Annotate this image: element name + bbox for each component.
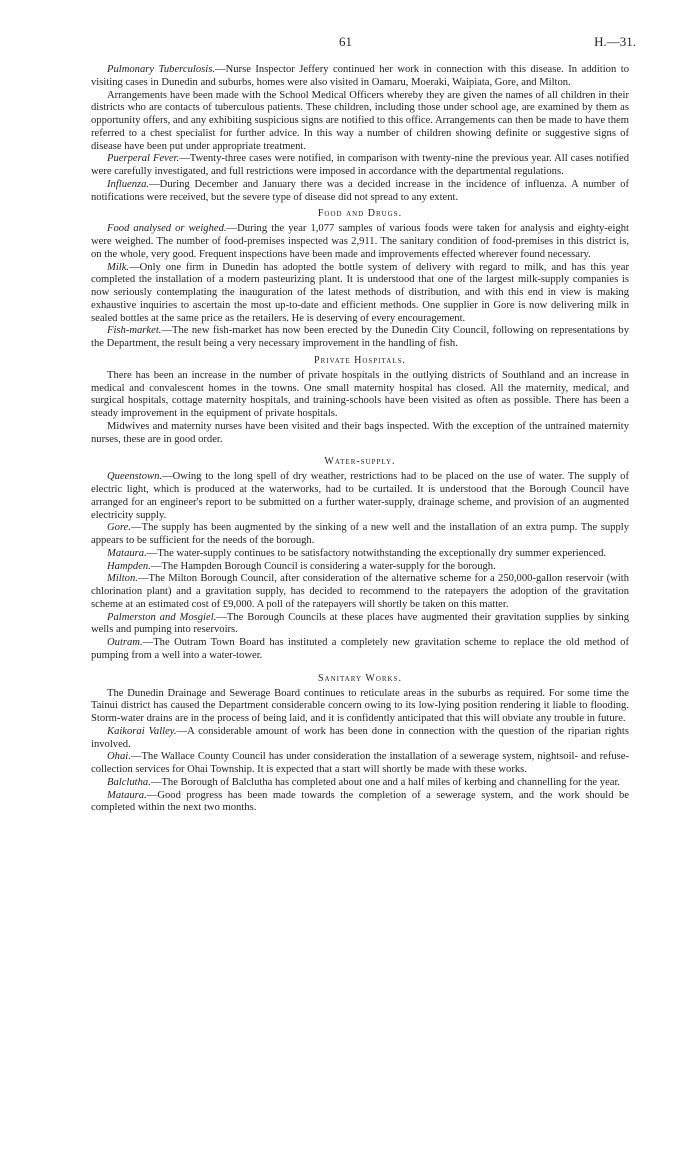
paragraph-text: —The Milton Borough Council, after consideration of the alternative scheme for a 250,000-gallon reservoir (with chlorination plant) and a gravitation supply, has decided to recommend to the ratepayers the adoption of the gravitation scheme at an estimated cost of £9,000. A poll of the ratepayers will shortly be taken on this matter.: [91, 573, 629, 610]
paragraph-text: —A considerable amount of work has been done in connection with the question of the riparian rights involved.: [91, 725, 630, 750]
paragraph-text: —The Hampden Borough Council is considering a water-supply for the borough.: [150, 560, 496, 572]
paragraph-text: Midwives and maternity nurses have been visited and their bags inspected. With the exception of the untrained maternity nurses, these are in good order.: [91, 420, 629, 445]
section-heading: Food and Drugs.: [317, 208, 403, 220]
paragraph: [91, 64, 629, 90]
paragraph-text: Arrangements have been made with the School Medical Officers whereby they are given the names of all children in their districts who are contacts of tuberculous patients. These children, including those under school age, are examined by them as opportunity offers, and any exhibiting suspicious signs are notified to this office. Arrangements can then be made to have them referred to a chest specialist for further advice. In this way a number of children showing definite or suggestive signs of disease have been put under appropriate treatment.: [91, 89, 629, 152]
paragraph: [91, 179, 629, 205]
page-body: [91, 64, 629, 815]
paragraph: [91, 548, 629, 561]
paragraph-lead: Influenza.: [107, 178, 150, 190]
paragraph: [91, 325, 629, 351]
paragraph-lead: Mataura.: [107, 789, 147, 801]
paragraph: [91, 522, 629, 548]
paragraph-lead: Mataura.: [107, 547, 147, 559]
paragraph-lead: Outram.: [107, 637, 143, 648]
paragraph: [91, 573, 629, 611]
paragraph: [91, 421, 629, 447]
page-number: 61: [339, 34, 352, 49]
page-header: [0, 36, 700, 52]
paragraph-lead: Milk.: [107, 261, 130, 273]
section-gap: [91, 663, 629, 669]
paragraph-lead: Puerperal Fever.: [107, 153, 180, 165]
paragraph-lead: Food analysed or weighed.: [107, 223, 227, 235]
section-sanitary-works: [91, 673, 629, 816]
paragraph-text: —The Borough Councils at these places have augmented their gravitation supplies by sinking wells and pumping into reservoirs.: [91, 611, 629, 636]
paragraph-text: There has been an increase in the number of private hospitals in the outlying districts of Southland and an increase in medical and convalescent homes in the towns. One small maternity hospital has closed. All the maternity, medical, and surgical hospitals, cottage maternity hospitals, and training-schools have been visited as often as possible. There has been a steady improvement in the equipment of private hospitals.: [91, 369, 629, 419]
paragraph-text: —Owing to the long spell of dry weather, restrictions had to be placed on the use of water. The supply of electric light, which is produced at the waterworks, had to be curtailed. It is understood that the Borough Council have arranged for an engineer's report to be submitted on a further water-supply, drainage scheme, and provision of an augmented electricity supply.: [91, 471, 629, 521]
section-heading: Private Hospitals.: [314, 354, 406, 366]
paragraph: [91, 688, 629, 726]
paragraph: [91, 751, 629, 777]
section-food-and-drugs: [91, 208, 629, 351]
paragraph-text: —Good progress has been made towards the completion of a sewerage system, and the work should be completed within the next two months.: [91, 789, 629, 814]
paragraph-text: —During the year 1,077 samples of various foods were taken for analysis and eighty-eight were weighed. The number of food-premises inspected was 2,911. The sanitary condition of food-premises in this district is, on the whole, very good. Frequent inspections have been made and improvements effected wherever found necessary.: [91, 223, 629, 260]
paragraph-lead: Pulmonary Tuberculosis.: [107, 64, 215, 75]
paragraph: [91, 262, 629, 326]
paragraph-lead: Milton.: [107, 573, 138, 585]
paragraph-lead: Ohai.: [107, 751, 131, 763]
paragraph-lead: Kaikorai Valley.: [107, 725, 177, 737]
section-water-supply: [91, 456, 629, 662]
paragraph-text: —Nurse Inspector Jeffery continued her work in connection with this disease. In addition to visiting cases in Dunedin and suburbs, homes were also visited in Oamaru, Moeraki, Waipiata, Gore, and Milton.: [91, 64, 629, 88]
section-heading: Water-supply.: [324, 456, 396, 468]
paragraph-lead: Gore.: [107, 522, 132, 534]
paragraph-text: —Only one firm in Dunedin has adopted the bottle system of delivery with regard to milk, and has this year completed the installation of a modern pasteurizing plant. It is understood that one of the largest milk-supply companies is now seriously contemplating the inauguration of the latest methods of distribution, and with this end in view is making exhaustive inquiries to ascertain the most up-to-date and efficient methods. One supplier in Gore is now delivering milk in sealed bottles at the same price as the retailers. He is deserving of every encouragement.: [91, 261, 629, 324]
paragraph-text: —The supply has been augmented by the sinking of a new well and the installation of an extra pump. The supply appears to be sufficient for the needs of the borough.: [91, 522, 629, 546]
paragraph-lead: Balclutha.: [107, 776, 151, 788]
paragraph: [91, 471, 629, 522]
paragraph-text: The Dunedin Drainage and Sewerage Board continues to reticulate areas in the suburbs as required. For some time the Tainui district has caused the Department considerable concern owing to its low-lying position rendering it liable to flooding. Storm-water drains are in the process of being laid, and it is confidently anticipated that this will obviate any trouble in future.: [91, 687, 629, 724]
paragraph: [91, 637, 629, 663]
section-diseases: [91, 64, 629, 204]
paragraph: [91, 90, 629, 154]
paragraph: [91, 223, 629, 261]
paragraph: [91, 790, 629, 816]
section-private-hospitals: [91, 355, 629, 447]
paragraph-lead: Hampden.: [107, 560, 151, 572]
paragraph-lead: Queenstown.: [107, 471, 163, 483]
section-gap: [91, 446, 629, 452]
paragraph-text: —The water-supply continues to be satisfactory notwithstanding the exceptionally dry summer experienced.: [146, 547, 607, 559]
paragraph: [91, 612, 629, 638]
paragraph: [91, 370, 629, 421]
paragraph: [91, 726, 629, 752]
paragraph: [91, 153, 629, 179]
paragraph-text: —The Wallace County Council has under consideration the installation of a sewerage system, nightsoil- and refuse-collection services for Ohai Township. It is expected that a start will shortly be made with these works.: [91, 751, 629, 775]
paragraph: [91, 777, 629, 790]
paragraph-text: —Twenty-three cases were notified, in comparison with twenty-nine the previous year. All cases notified were carefully investigated, and full restrictions were imposed in accordance with the departmental regulations.: [91, 153, 629, 177]
paragraph-lead: Fish-market.: [107, 325, 162, 337]
paragraph-text: —The Borough of Balclutha has completed about one and a half miles of kerbing and channelling for the year.: [150, 776, 621, 788]
paragraph: [91, 561, 629, 574]
paragraph-text: —During December and January there was a decided increase in the incidence of influenza. A number of notifications were received, but the severe type of disease did not spread to any extent.: [91, 178, 629, 203]
document-reference: H.—31.: [594, 34, 636, 49]
paragraph-text: —The new fish-market has now been erected by the Dunedin City Council, following on representations by the Department, the result being a very necessary improvement in the handling of fish.: [91, 325, 629, 349]
paragraph-text: —The Outram Town Board has instituted a completely new gravitation scheme to replace the old method of pumping from a well into a water-tower.: [91, 637, 629, 661]
paragraph-lead: Palmerston and Mosgiel.: [107, 611, 217, 623]
section-heading: Sanitary Works.: [317, 672, 403, 684]
